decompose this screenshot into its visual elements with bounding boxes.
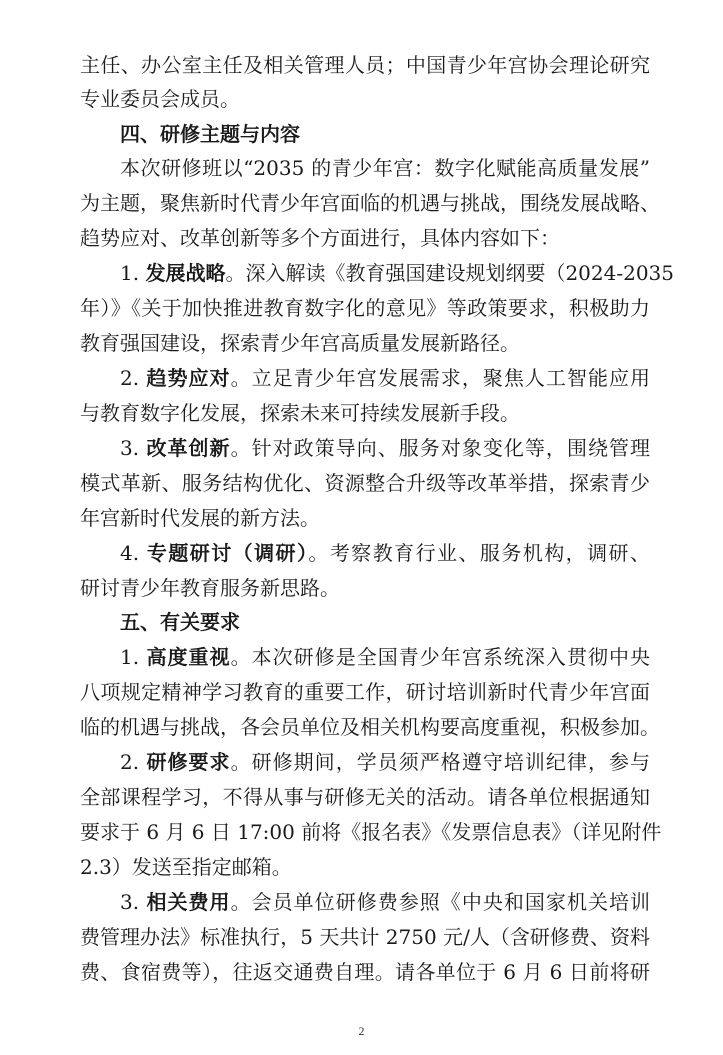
body-text-line: 要求于 6 月 6 日 17:00 前将《报名表》《发票信息表》（详见附件 — [80, 820, 662, 844]
item-number: 2. — [120, 366, 140, 390]
item-number: 1. — [120, 261, 140, 285]
section-heading-5: 五、有关要求 — [120, 610, 240, 634]
body-text-line: 模式革新、服务结构优化、资源整合升级等改革举措，探索青少 — [80, 471, 650, 495]
item-number: 1. — [120, 645, 140, 669]
body-text-line: 2.3）发送至指定邮箱。 — [80, 855, 292, 879]
body-text-line: 临的机遇与挑战，各会员单位及相关机构要高度重视，积极参加。 — [80, 715, 660, 739]
item-title: 相关费用 — [146, 890, 231, 914]
item-text: 。研修期间，学员须严格遵守培训纪律，参与 — [230, 750, 651, 774]
item-title: 趋势应对 — [146, 366, 231, 390]
item-text: 。本次研修是全国青少年宫系统深入贯彻中央 — [230, 645, 651, 669]
requirement-3 — [120, 889, 650, 915]
list-item-4 — [120, 540, 650, 566]
body-text-line: 教育强国建设，探索青少年宫高质量发展新路径。 — [80, 331, 520, 355]
item-title: 研修要求 — [146, 750, 231, 774]
body-text-line: 专业委员会成员。 — [80, 87, 240, 111]
body-text-line: 费管理办法》标准执行，5 天共计 2750 元/人（含研修费、资料 — [80, 925, 650, 949]
requirement-2 — [120, 749, 650, 775]
item-number: 3. — [120, 436, 140, 460]
body-text-line: 本次研修班以“2035 的青少年宫：数字化赋能高质量发展” — [120, 156, 650, 180]
body-text-line: 费、食宿费等），往返交通费自理。请各单位于 6 月 6 日前将研 — [80, 960, 650, 984]
section-heading-4: 四、研修主题与内容 — [120, 122, 300, 146]
list-item-2 — [120, 365, 650, 391]
body-text-line: 与教育数字化发展，探索未来可持续发展新手段。 — [80, 401, 520, 425]
body-text-line: 全部课程学习，不得从事与研修无关的活动。请各单位根据通知 — [80, 785, 650, 809]
body-text-line: 年宫新时代发展的新方法。 — [80, 506, 320, 530]
item-text: 。立足青少年宫发展需求，聚焦人工智能应用 — [230, 366, 651, 390]
body-text-line: 年）》《关于加快推进教育数字化的意见》等政策要求，积极助力 — [80, 296, 650, 320]
item-text: 。针对政策导向、服务对象变化等，围绕管理 — [230, 436, 651, 460]
body-text-line: 研讨青少年教育服务新思路。 — [80, 576, 340, 600]
body-text-line: 为主题，聚焦新时代青少年宫面临的机遇与挑战，围绕发展战略、 — [80, 191, 660, 215]
item-title: 发展战略 — [145, 261, 226, 285]
item-text: 。考察教育行业、服务机构，调研、 — [308, 541, 650, 565]
item-text: 。深入解读《教育强国建设规划纲要（2024-2035 — [225, 261, 675, 285]
requirement-1 — [120, 644, 650, 670]
item-number: 4. — [120, 541, 140, 565]
item-number: 2. — [120, 750, 140, 774]
body-text-line: 趋势应对、改革创新等多个方面进行，具体内容如下： — [80, 226, 560, 250]
item-title: 高度重视 — [146, 645, 231, 669]
page-number: 2 — [358, 1024, 365, 1038]
item-text: 。会员单位研修费参照《中央和国家机关培训 — [230, 890, 651, 914]
item-title: 改革创新 — [146, 436, 231, 460]
list-item-3 — [120, 435, 650, 461]
body-text-line: 八项规定精神学习教育的重要工作，研讨培训新时代青少年宫面 — [80, 680, 650, 704]
item-number: 3. — [120, 890, 140, 914]
item-title: 专题研讨（调研） — [146, 541, 309, 565]
list-item-1 — [120, 260, 675, 286]
body-text-line: 主任、办公室主任及相关管理人员；中国青少年宫协会理论研究 — [80, 53, 650, 77]
